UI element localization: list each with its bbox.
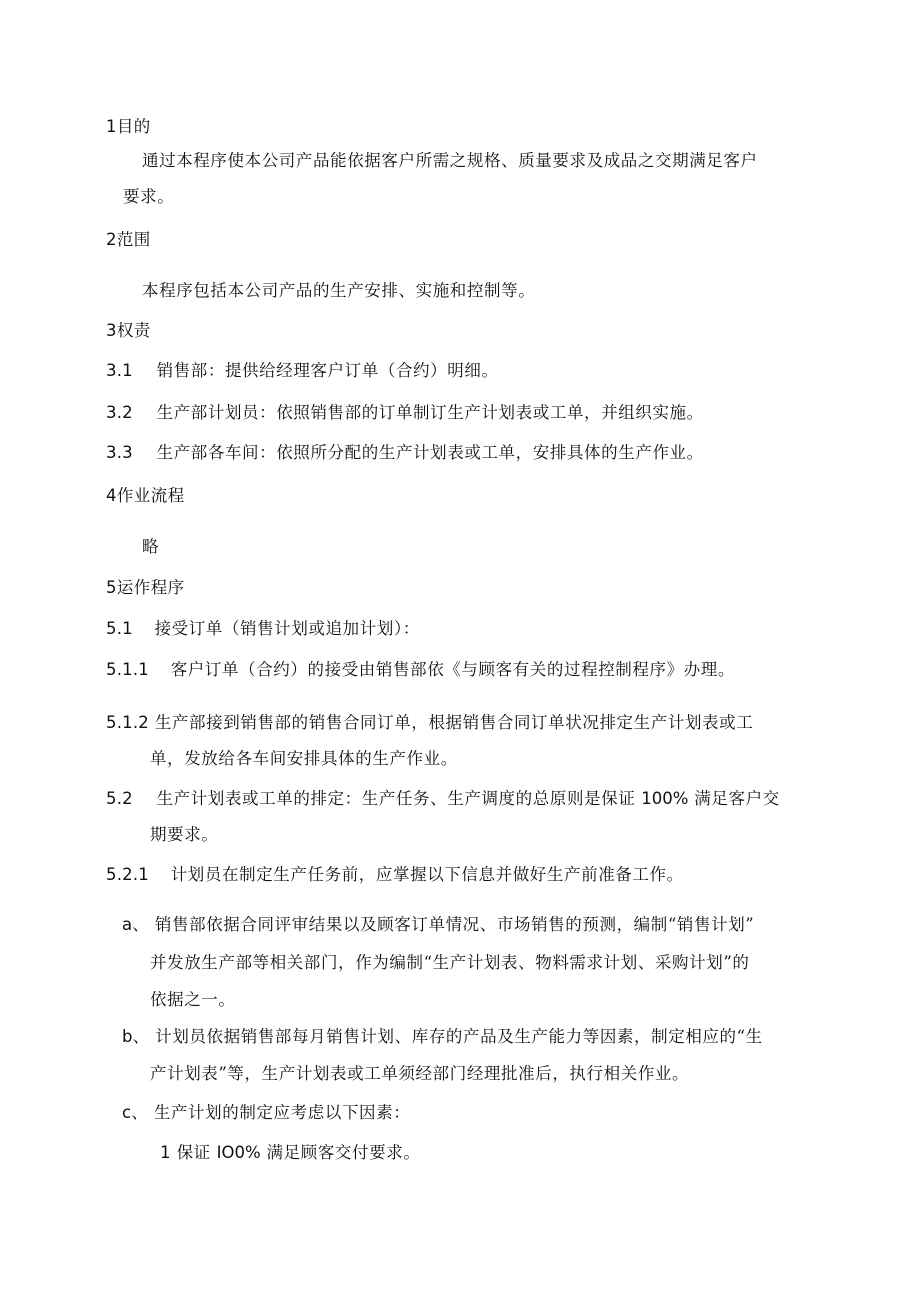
item-number: 5.2 (106, 789, 133, 808)
section-1-body-line-2: 要求。 (123, 187, 175, 206)
item-text-a: 保证 (176, 1143, 211, 1162)
item-text: 销售部：提供给经理客户订单（合约）明细。 (156, 361, 499, 380)
list-item-a-line-2: 并发放生产部等相关部门，作为编制“生产计划表、物料需求计划、采购计划”的 (150, 953, 750, 972)
item-text-line-1: 生产部接到销售部的销售合同订单，根据销售合同订单状况排定生产计划表或工 (154, 713, 754, 732)
section-5-heading: 5运作程序 (106, 578, 185, 597)
item-text: 客户订单（合约）的接受由销售部依《与顾客有关的过程控制程序》办理。 (170, 660, 736, 679)
list-item-c (122, 1102, 410, 1124)
item-text: 接受订单（销售计划或追加计划）： (154, 619, 420, 638)
item-text-line-1b: 满足客户交 (694, 789, 780, 808)
list-item-5-2-1 (106, 864, 684, 886)
item-label: c、 (122, 1103, 148, 1122)
item-number: 5.1 (106, 619, 133, 638)
section-1-heading: 1目的 (106, 117, 151, 136)
section-1-body-line-1: 通过本程序使本公司产品能依据客户所需之规格、质量要求及成品之交期满足客户 (142, 151, 758, 170)
list-item-b-line-2: 产计划表”等，生产计划表或工单须经部门经理批准后，执行相关作业。 (150, 1064, 690, 1083)
list-item-a-line-3: 依据之一。 (150, 990, 236, 1009)
item-label: b、 (122, 1027, 150, 1046)
list-item-5-1-2-line-2: 单，发放给各车间安排具体的生产作业。 (150, 749, 458, 768)
list-item-5-2 (106, 788, 780, 810)
item-label: a、 (122, 915, 150, 934)
item-text: 生产部计划员：依照销售部的订单制订生产计划表或工单，并组织实施。 (156, 403, 704, 422)
item-text-line-1: 销售部依据合同评审结果以及顾客订单情况、市场销售的预测，编制“销售计划” (154, 915, 755, 934)
item-number: 5.1.2 (106, 713, 149, 732)
section-4-heading: 4作业流程 (106, 486, 185, 505)
item-text-line-1: 计划员依据销售部每月销售计划、库存的产品及生产能力等因素，制定相应的“生 (155, 1027, 763, 1046)
item-text-line-1: 生产计划的制定应考虑以下因素： (153, 1103, 411, 1122)
list-item-5-1-1 (106, 659, 735, 681)
percent-value: IO0% (216, 1143, 261, 1162)
list-item-5-2-line-2: 期要求。 (150, 825, 219, 844)
item-number: 1 (160, 1143, 171, 1162)
item-text: 生产部各车间：依照所分配的生产计划表或工单，安排具体的生产作业。 (156, 443, 704, 462)
section-2-body: 本程序包括本公司产品的生产安排、实施和控制等。 (142, 281, 536, 300)
item-number: 3.2 (106, 403, 133, 422)
list-item-a (122, 914, 754, 936)
list-item-5-1-2 (106, 712, 753, 734)
list-item-5-1 (106, 618, 420, 640)
list-item-b (122, 1026, 763, 1048)
section-4-body: 略 (142, 537, 160, 556)
section-2-heading: 2范围 (106, 230, 151, 249)
item-number: 5.2.1 (106, 865, 149, 884)
item-number: 5.1.1 (106, 660, 149, 679)
percent-value: 100% (641, 789, 689, 808)
list-item-3-3 (106, 442, 704, 464)
item-text-line-1a: 生产计划表或工单的排定：生产任务、生产调度的总原则是保证 (156, 789, 636, 808)
list-item-c-1 (160, 1142, 420, 1164)
list-item-3-2 (106, 402, 704, 424)
list-item-3-1 (106, 360, 499, 382)
item-number: 3.3 (106, 443, 133, 462)
item-text-b: 满足顾客交付要求。 (266, 1143, 421, 1162)
item-number: 3.1 (106, 361, 133, 380)
item-text: 计划员在制定生产任务前，应掌握以下信息并做好生产前准备工作。 (170, 865, 684, 884)
section-3-heading: 3权责 (106, 321, 151, 340)
